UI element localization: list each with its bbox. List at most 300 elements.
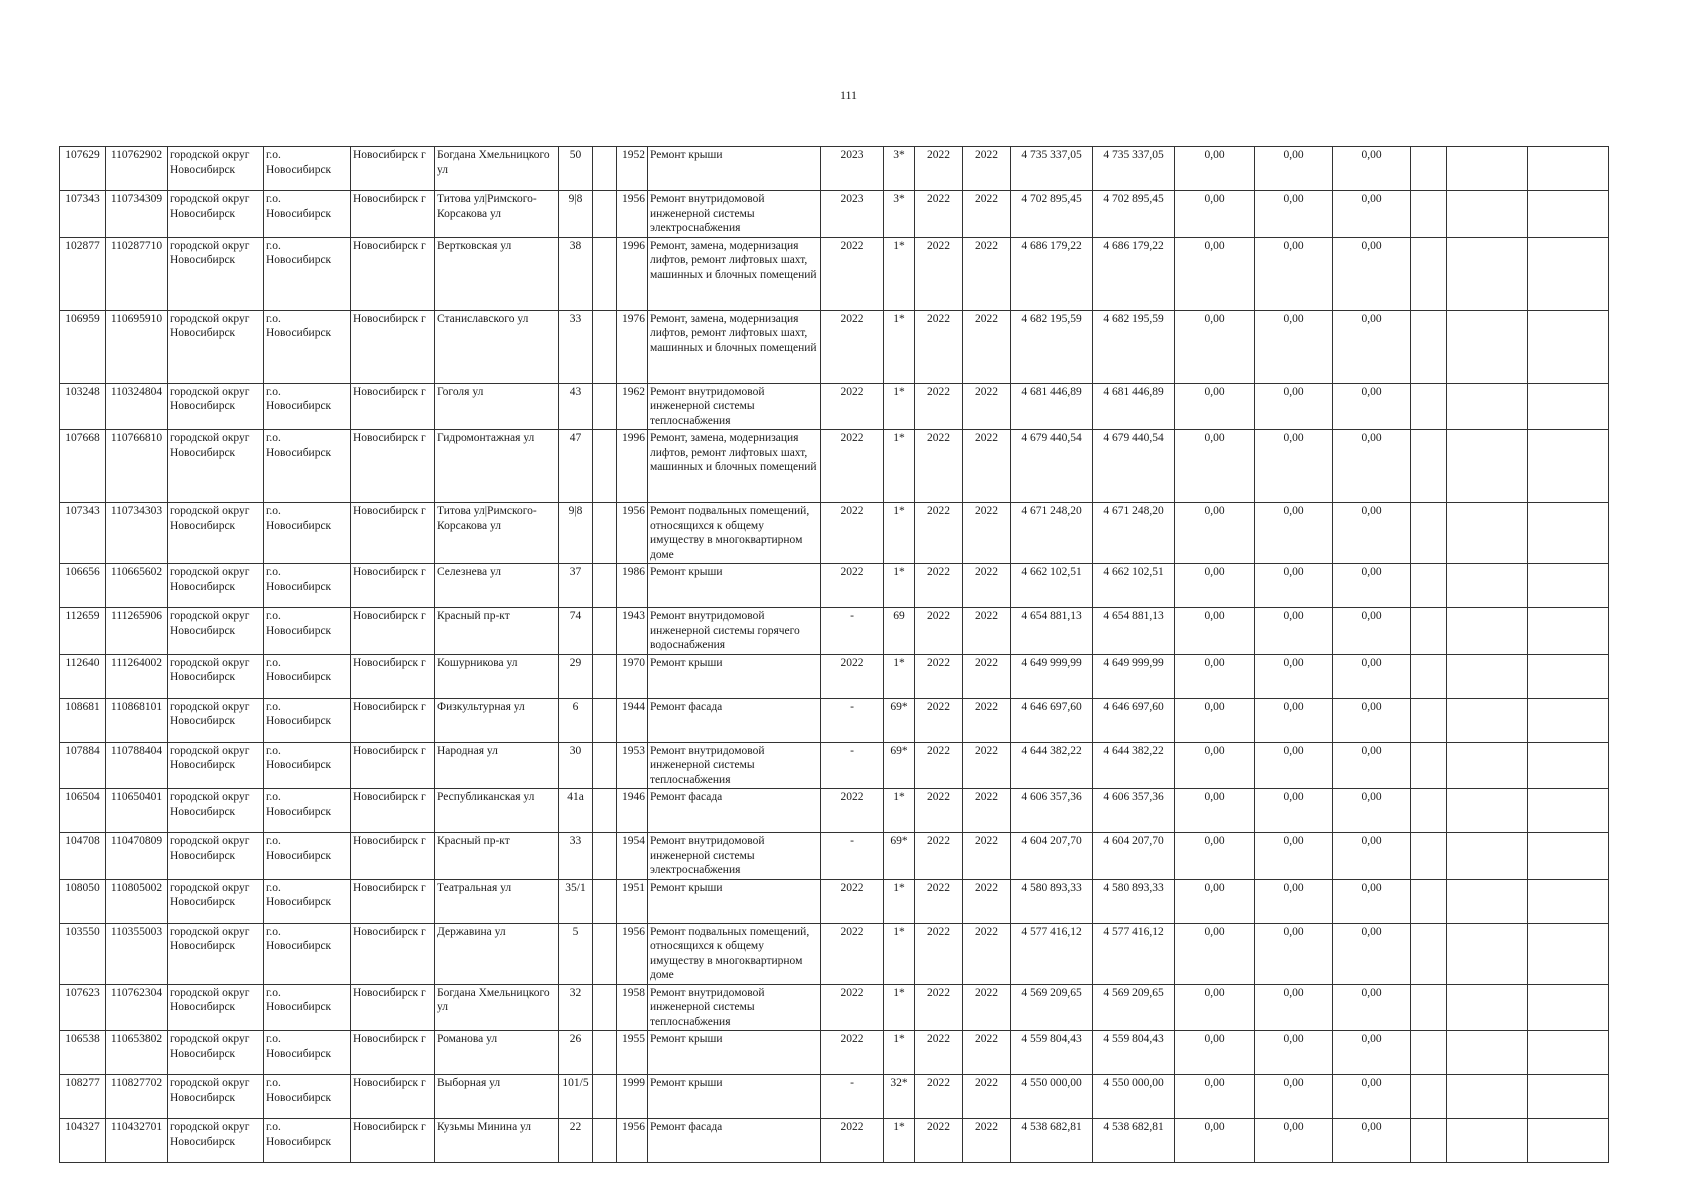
object-id-cell: 107668: [60, 430, 106, 503]
cost-cell: 4 649 999,99: [1011, 654, 1093, 698]
amount-3-cell: 0,00: [1333, 1031, 1411, 1075]
table-row: [60, 608, 1609, 655]
extra-3-cell: [1528, 310, 1609, 383]
street-cell: Богдана Хмельницкого ул: [435, 147, 559, 191]
cost-total-cell: 4 646 697,60: [1093, 698, 1175, 742]
plan-year-cell: 2022: [821, 654, 884, 698]
cost-cell: 4 550 000,00: [1011, 1075, 1093, 1119]
year-from-cell: 2022: [915, 191, 963, 238]
house-cell: 41а: [559, 789, 593, 833]
amount-1-cell: 0,00: [1175, 1119, 1255, 1163]
street-cell: Физкультурная ул: [435, 698, 559, 742]
house-cell: 43: [559, 383, 593, 430]
amount-1-cell: 0,00: [1175, 1075, 1255, 1119]
cost-cell: 4 702 895,45: [1011, 191, 1093, 238]
district-cell: городской округ Новосибирск: [168, 879, 264, 923]
cost-cell: 4 735 337,05: [1011, 147, 1093, 191]
cost-cell: 4 681 446,89: [1011, 383, 1093, 430]
plan-year-cell: 2022: [821, 237, 884, 310]
table-row: [60, 654, 1609, 698]
amount-3-cell: 0,00: [1333, 879, 1411, 923]
amount-2-cell: 0,00: [1255, 503, 1333, 564]
work-type-cell: Ремонт крыши: [648, 1031, 821, 1075]
amount-2-cell: 0,00: [1255, 1075, 1333, 1119]
year-from-cell: 2022: [915, 1075, 963, 1119]
work-type-cell: Ремонт, замена, модернизация лифтов, ремонт лифтовых шахт, машинных и блочных помещений: [648, 430, 821, 503]
build-year-cell: 1956: [617, 923, 648, 984]
municipality-cell: г.о. Новосибирск: [264, 698, 351, 742]
cost-cell: 4 559 804,43: [1011, 1031, 1093, 1075]
cost-total-cell: 4 662 102,51: [1093, 564, 1175, 608]
building-cell: [593, 789, 617, 833]
building-cell: [593, 1031, 617, 1075]
extra-2-cell: [1447, 698, 1528, 742]
district-cell: городской округ Новосибирск: [168, 698, 264, 742]
extra-3-cell: [1528, 191, 1609, 238]
building-cell: [593, 1075, 617, 1119]
object-id-cell: 102877: [60, 237, 106, 310]
table-row: [60, 237, 1609, 310]
extra-1-cell: [1411, 503, 1447, 564]
priority-cell: 1*: [884, 923, 915, 984]
table-row: [60, 923, 1609, 984]
house-cell: 29: [559, 654, 593, 698]
amount-3-cell: 0,00: [1333, 654, 1411, 698]
municipality-cell: г.о. Новосибирск: [264, 564, 351, 608]
building-cell: [593, 833, 617, 880]
extra-2-cell: [1447, 608, 1528, 655]
build-year-cell: 1952: [617, 147, 648, 191]
street-cell: Кузьмы Минина ул: [435, 1119, 559, 1163]
year-from-cell: 2022: [915, 1031, 963, 1075]
build-year-cell: 1953: [617, 742, 648, 789]
extra-2-cell: [1447, 789, 1528, 833]
municipality-cell: г.о. Новосибирск: [264, 923, 351, 984]
cost-total-cell: 4 550 000,00: [1093, 1075, 1175, 1119]
cost-total-cell: 4 580 893,33: [1093, 879, 1175, 923]
cost-total-cell: 4 679 440,54: [1093, 430, 1175, 503]
amount-3-cell: 0,00: [1333, 923, 1411, 984]
extra-2-cell: [1447, 430, 1528, 503]
extra-2-cell: [1447, 503, 1528, 564]
work-code-cell: 111264002: [106, 654, 168, 698]
amount-1-cell: 0,00: [1175, 923, 1255, 984]
work-code-cell: 110355003: [106, 923, 168, 984]
priority-cell: 1*: [884, 654, 915, 698]
year-to-cell: 2022: [963, 503, 1011, 564]
priority-cell: 69: [884, 608, 915, 655]
extra-1-cell: [1411, 654, 1447, 698]
extra-1-cell: [1411, 923, 1447, 984]
cost-total-cell: 4 604 207,70: [1093, 833, 1175, 880]
extra-1-cell: [1411, 789, 1447, 833]
house-cell: 30: [559, 742, 593, 789]
building-cell: [593, 191, 617, 238]
build-year-cell: 1958: [617, 984, 648, 1031]
priority-cell: 1*: [884, 1119, 915, 1163]
work-code-cell: 110665602: [106, 564, 168, 608]
extra-3-cell: [1528, 147, 1609, 191]
extra-2-cell: [1447, 564, 1528, 608]
table-row: [60, 742, 1609, 789]
amount-1-cell: 0,00: [1175, 608, 1255, 655]
table-row: [60, 833, 1609, 880]
build-year-cell: 1946: [617, 789, 648, 833]
work-type-cell: Ремонт, замена, модернизация лифтов, ремонт лифтовых шахт, машинных и блочных помещений: [648, 310, 821, 383]
extra-3-cell: [1528, 879, 1609, 923]
plan-year-cell: 2022: [821, 984, 884, 1031]
amount-1-cell: 0,00: [1175, 237, 1255, 310]
building-cell: [593, 503, 617, 564]
house-cell: 22: [559, 1119, 593, 1163]
work-code-cell: 110734309: [106, 191, 168, 238]
building-cell: [593, 742, 617, 789]
extra-1-cell: [1411, 608, 1447, 655]
cost-total-cell: 4 538 682,81: [1093, 1119, 1175, 1163]
street-cell: Станиславского ул: [435, 310, 559, 383]
work-code-cell: 110827702: [106, 1075, 168, 1119]
work-code-cell: 110805002: [106, 879, 168, 923]
district-cell: городской округ Новосибирск: [168, 923, 264, 984]
year-to-cell: 2022: [963, 984, 1011, 1031]
table-row: [60, 430, 1609, 503]
work-code-cell: 110766810: [106, 430, 168, 503]
building-cell: [593, 564, 617, 608]
extra-1-cell: [1411, 1075, 1447, 1119]
work-type-cell: Ремонт крыши: [648, 147, 821, 191]
extra-2-cell: [1447, 310, 1528, 383]
extra-2-cell: [1447, 742, 1528, 789]
amount-1-cell: 0,00: [1175, 698, 1255, 742]
table-row: [60, 1075, 1609, 1119]
building-cell: [593, 923, 617, 984]
amount-3-cell: 0,00: [1333, 310, 1411, 383]
house-cell: 37: [559, 564, 593, 608]
work-type-cell: Ремонт фасада: [648, 698, 821, 742]
extra-2-cell: [1447, 923, 1528, 984]
object-id-cell: 103550: [60, 923, 106, 984]
extra-3-cell: [1528, 923, 1609, 984]
extra-1-cell: [1411, 191, 1447, 238]
year-from-cell: 2022: [915, 310, 963, 383]
house-cell: 33: [559, 833, 593, 880]
municipality-cell: г.о. Новосибирск: [264, 383, 351, 430]
amount-2-cell: 0,00: [1255, 742, 1333, 789]
municipality-cell: г.о. Новосибирск: [264, 789, 351, 833]
amount-2-cell: 0,00: [1255, 191, 1333, 238]
year-from-cell: 2022: [915, 430, 963, 503]
street-cell: Красный пр-кт: [435, 608, 559, 655]
house-cell: 5: [559, 923, 593, 984]
year-from-cell: 2022: [915, 383, 963, 430]
building-cell: [593, 147, 617, 191]
district-cell: городской округ Новосибирск: [168, 742, 264, 789]
street-cell: Селезнева ул: [435, 564, 559, 608]
extra-2-cell: [1447, 879, 1528, 923]
year-to-cell: 2022: [963, 383, 1011, 430]
district-cell: городской округ Новосибирск: [168, 984, 264, 1031]
year-from-cell: 2022: [915, 608, 963, 655]
work-type-cell: Ремонт фасада: [648, 1119, 821, 1163]
priority-cell: 69*: [884, 698, 915, 742]
work-type-cell: Ремонт подвальных помещений, относящихся к общему имуществу в многоквартирном доме: [648, 923, 821, 984]
plan-year-cell: 2022: [821, 1119, 884, 1163]
district-cell: городской округ Новосибирск: [168, 654, 264, 698]
table-row: [60, 191, 1609, 238]
district-cell: городской округ Новосибирск: [168, 1075, 264, 1119]
build-year-cell: 1951: [617, 879, 648, 923]
plan-year-cell: -: [821, 1075, 884, 1119]
priority-cell: 1*: [884, 310, 915, 383]
amount-2-cell: 0,00: [1255, 383, 1333, 430]
build-year-cell: 1986: [617, 564, 648, 608]
plan-year-cell: 2022: [821, 1031, 884, 1075]
amount-1-cell: 0,00: [1175, 147, 1255, 191]
object-id-cell: 112659: [60, 608, 106, 655]
extra-3-cell: [1528, 383, 1609, 430]
extra-1-cell: [1411, 564, 1447, 608]
table-row: [60, 1119, 1609, 1163]
build-year-cell: 1943: [617, 608, 648, 655]
build-year-cell: 1956: [617, 191, 648, 238]
cost-cell: 4 604 207,70: [1011, 833, 1093, 880]
amount-1-cell: 0,00: [1175, 310, 1255, 383]
year-to-cell: 2022: [963, 789, 1011, 833]
municipality-cell: г.о. Новосибирск: [264, 879, 351, 923]
object-id-cell: 103248: [60, 383, 106, 430]
cost-total-cell: 4 682 195,59: [1093, 310, 1175, 383]
extra-2-cell: [1447, 984, 1528, 1031]
municipality-cell: г.о. Новосибирск: [264, 503, 351, 564]
cost-cell: 4 569 209,65: [1011, 984, 1093, 1031]
work-code-cell: 110287710: [106, 237, 168, 310]
district-cell: городской округ Новосибирск: [168, 310, 264, 383]
build-year-cell: 1962: [617, 383, 648, 430]
year-to-cell: 2022: [963, 564, 1011, 608]
cost-total-cell: 4 559 804,43: [1093, 1031, 1175, 1075]
cost-cell: 4 654 881,13: [1011, 608, 1093, 655]
street-cell: Титова ул|Римского-Корсакова ул: [435, 503, 559, 564]
cost-cell: 4 606 357,36: [1011, 789, 1093, 833]
cost-cell: 4 671 248,20: [1011, 503, 1093, 564]
table-row: [60, 984, 1609, 1031]
work-code-cell: 110653802: [106, 1031, 168, 1075]
priority-cell: 3*: [884, 147, 915, 191]
work-code-cell: 110762902: [106, 147, 168, 191]
amount-1-cell: 0,00: [1175, 430, 1255, 503]
cost-cell: 4 679 440,54: [1011, 430, 1093, 503]
house-cell: 50: [559, 147, 593, 191]
amount-2-cell: 0,00: [1255, 879, 1333, 923]
priority-cell: 1*: [884, 879, 915, 923]
plan-year-cell: 2022: [821, 503, 884, 564]
plan-year-cell: 2023: [821, 191, 884, 238]
city-cell: Новосибирск г: [351, 1119, 435, 1163]
extra-3-cell: [1528, 1119, 1609, 1163]
cost-total-cell: 4 644 382,22: [1093, 742, 1175, 789]
extra-2-cell: [1447, 654, 1528, 698]
municipality-cell: г.о. Новосибирск: [264, 608, 351, 655]
repair-program-table: [59, 146, 1609, 1163]
amount-2-cell: 0,00: [1255, 984, 1333, 1031]
city-cell: Новосибирск г: [351, 608, 435, 655]
amount-3-cell: 0,00: [1333, 608, 1411, 655]
table-row: [60, 147, 1609, 191]
cost-total-cell: 4 735 337,05: [1093, 147, 1175, 191]
city-cell: Новосибирск г: [351, 698, 435, 742]
extra-1-cell: [1411, 1031, 1447, 1075]
work-code-cell: 110650401: [106, 789, 168, 833]
amount-2-cell: 0,00: [1255, 833, 1333, 880]
year-to-cell: 2022: [963, 608, 1011, 655]
extra-2-cell: [1447, 833, 1528, 880]
city-cell: Новосибирск г: [351, 742, 435, 789]
amount-3-cell: 0,00: [1333, 147, 1411, 191]
build-year-cell: 1944: [617, 698, 648, 742]
build-year-cell: 1999: [617, 1075, 648, 1119]
plan-year-cell: 2022: [821, 923, 884, 984]
building-cell: [593, 654, 617, 698]
street-cell: Вертковская ул: [435, 237, 559, 310]
cost-total-cell: 4 686 179,22: [1093, 237, 1175, 310]
table-row: [60, 503, 1609, 564]
build-year-cell: 1976: [617, 310, 648, 383]
cost-total-cell: 4 606 357,36: [1093, 789, 1175, 833]
plan-year-cell: 2022: [821, 383, 884, 430]
amount-1-cell: 0,00: [1175, 879, 1255, 923]
district-cell: городской округ Новосибирск: [168, 383, 264, 430]
house-cell: 74: [559, 608, 593, 655]
street-cell: Романова ул: [435, 1031, 559, 1075]
cost-cell: 4 686 179,22: [1011, 237, 1093, 310]
city-cell: Новосибирск г: [351, 1075, 435, 1119]
year-to-cell: 2022: [963, 147, 1011, 191]
city-cell: Новосибирск г: [351, 237, 435, 310]
street-cell: Гидромонтажная ул: [435, 430, 559, 503]
municipality-cell: г.о. Новосибирск: [264, 310, 351, 383]
build-year-cell: 1970: [617, 654, 648, 698]
extra-2-cell: [1447, 383, 1528, 430]
street-cell: Выборная ул: [435, 1075, 559, 1119]
priority-cell: 69*: [884, 742, 915, 789]
district-cell: городской округ Новосибирск: [168, 608, 264, 655]
building-cell: [593, 608, 617, 655]
city-cell: Новосибирск г: [351, 564, 435, 608]
work-type-cell: Ремонт внутридомовой инженерной системы горячего водоснабжения: [648, 608, 821, 655]
work-type-cell: Ремонт, замена, модернизация лифтов, ремонт лифтовых шахт, машинных и блочных помещений: [648, 237, 821, 310]
building-cell: [593, 237, 617, 310]
house-cell: 32: [559, 984, 593, 1031]
district-cell: городской округ Новосибирск: [168, 1031, 264, 1075]
work-type-cell: Ремонт крыши: [648, 654, 821, 698]
table-row: [60, 1031, 1609, 1075]
amount-3-cell: 0,00: [1333, 833, 1411, 880]
cost-cell: 4 682 195,59: [1011, 310, 1093, 383]
object-id-cell: 107343: [60, 503, 106, 564]
year-to-cell: 2022: [963, 1075, 1011, 1119]
municipality-cell: г.о. Новосибирск: [264, 147, 351, 191]
extra-2-cell: [1447, 237, 1528, 310]
table-row: [60, 879, 1609, 923]
object-id-cell: 106504: [60, 789, 106, 833]
year-to-cell: 2022: [963, 879, 1011, 923]
work-code-cell: 110734303: [106, 503, 168, 564]
amount-2-cell: 0,00: [1255, 654, 1333, 698]
extra-1-cell: [1411, 742, 1447, 789]
amount-1-cell: 0,00: [1175, 984, 1255, 1031]
work-type-cell: Ремонт крыши: [648, 879, 821, 923]
extra-3-cell: [1528, 984, 1609, 1031]
street-cell: Кошурникова ул: [435, 654, 559, 698]
extra-1-cell: [1411, 698, 1447, 742]
street-cell: Титова ул|Римского-Корсакова ул: [435, 191, 559, 238]
amount-1-cell: 0,00: [1175, 191, 1255, 238]
cost-total-cell: 4 577 416,12: [1093, 923, 1175, 984]
work-code-cell: 110432701: [106, 1119, 168, 1163]
work-type-cell: Ремонт крыши: [648, 1075, 821, 1119]
priority-cell: 1*: [884, 383, 915, 430]
work-type-cell: Ремонт подвальных помещений, относящихся к общему имуществу в многоквартирном доме: [648, 503, 821, 564]
object-id-cell: 112640: [60, 654, 106, 698]
cost-cell: 4 580 893,33: [1011, 879, 1093, 923]
cost-cell: 4 644 382,22: [1011, 742, 1093, 789]
municipality-cell: г.о. Новосибирск: [264, 191, 351, 238]
work-code-cell: 111265906: [106, 608, 168, 655]
building-cell: [593, 430, 617, 503]
cost-total-cell: 4 654 881,13: [1093, 608, 1175, 655]
plan-year-cell: -: [821, 742, 884, 789]
district-cell: городской округ Новосибирск: [168, 789, 264, 833]
plan-year-cell: -: [821, 833, 884, 880]
year-from-cell: 2022: [915, 237, 963, 310]
object-id-cell: 104327: [60, 1119, 106, 1163]
city-cell: Новосибирск г: [351, 789, 435, 833]
object-id-cell: 106959: [60, 310, 106, 383]
priority-cell: 1*: [884, 430, 915, 503]
municipality-cell: г.о. Новосибирск: [264, 237, 351, 310]
cost-cell: 4 646 697,60: [1011, 698, 1093, 742]
build-year-cell: 1996: [617, 430, 648, 503]
amount-2-cell: 0,00: [1255, 147, 1333, 191]
plan-year-cell: 2022: [821, 430, 884, 503]
year-from-cell: 2022: [915, 789, 963, 833]
year-from-cell: 2022: [915, 503, 963, 564]
cost-total-cell: 4 569 209,65: [1093, 984, 1175, 1031]
priority-cell: 1*: [884, 237, 915, 310]
plan-year-cell: 2022: [821, 789, 884, 833]
extra-1-cell: [1411, 1119, 1447, 1163]
extra-3-cell: [1528, 833, 1609, 880]
extra-1-cell: [1411, 237, 1447, 310]
plan-year-cell: 2022: [821, 564, 884, 608]
year-to-cell: 2022: [963, 923, 1011, 984]
house-cell: 9|8: [559, 503, 593, 564]
municipality-cell: г.о. Новосибирск: [264, 1075, 351, 1119]
object-id-cell: 104708: [60, 833, 106, 880]
work-code-cell: 110868101: [106, 698, 168, 742]
municipality-cell: г.о. Новосибирск: [264, 742, 351, 789]
city-cell: Новосибирск г: [351, 833, 435, 880]
amount-3-cell: 0,00: [1333, 383, 1411, 430]
year-to-cell: 2022: [963, 1031, 1011, 1075]
amount-3-cell: 0,00: [1333, 984, 1411, 1031]
municipality-cell: г.о. Новосибирск: [264, 1031, 351, 1075]
street-cell: Театральная ул: [435, 879, 559, 923]
work-code-cell: 110324804: [106, 383, 168, 430]
amount-3-cell: 0,00: [1333, 1075, 1411, 1119]
extra-2-cell: [1447, 147, 1528, 191]
priority-cell: 1*: [884, 789, 915, 833]
